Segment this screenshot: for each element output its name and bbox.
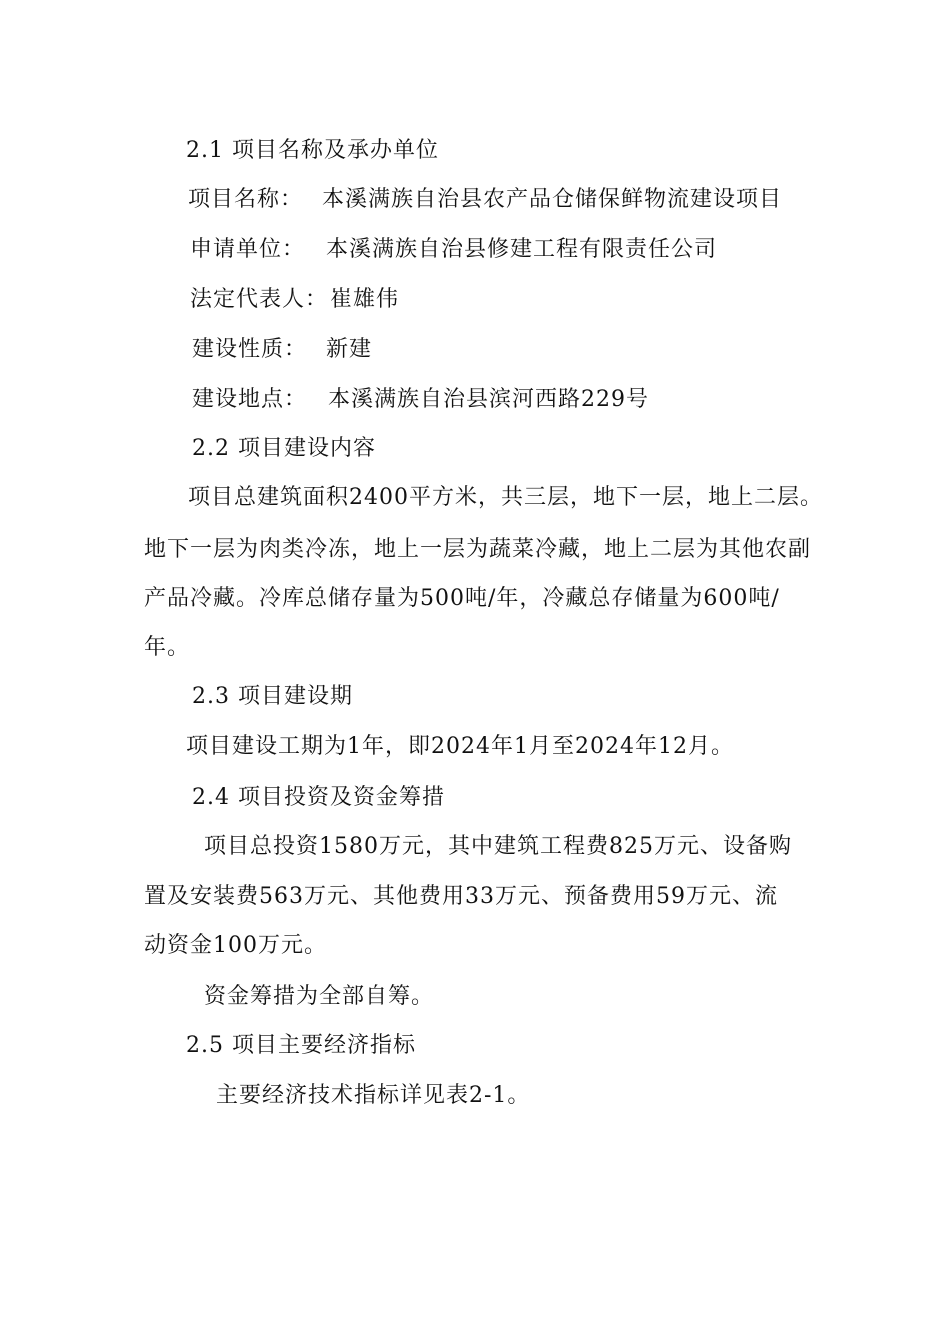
paragraph-line: 地下一层为肉类冷冻，地上一层为蔬菜冷藏，地上二层为其他农副 <box>144 537 812 562</box>
paragraph-line: 项目建设工期为1年，即2024年1月至2024年12月。 <box>186 734 734 759</box>
paragraph-line: 产品冷藏。冷库总储存量为500吨/年，冷藏总存储量为600吨/ <box>144 586 780 611</box>
paragraph-line: 项目总建筑面积2400平方米，共三层，地下一层，地上二层。 <box>188 485 823 510</box>
location-label: 建设地点： <box>192 387 308 412</box>
legal-rep-value: 崔雄伟 <box>330 287 400 312</box>
nature-label: 建设性质： <box>192 337 308 362</box>
section-heading-2-3: 2.3 项目建设期 <box>192 684 353 709</box>
paragraph-line: 置及安装费563万元、其他费用33万元、预备费用59万元、流 <box>144 884 778 909</box>
section-heading-2-1: 2.1 项目名称及承办单位 <box>186 138 439 163</box>
legal-rep-label: 法定代表人： <box>190 287 329 312</box>
paragraph-line: 年。 <box>144 635 191 660</box>
applicant-label: 申请单位： <box>190 237 306 262</box>
paragraph-line: 动资金100万元。 <box>144 933 327 958</box>
paragraph-line: 项目总投资1580万元，其中建筑工程费825万元、设备购 <box>204 834 792 859</box>
section-heading-2-4: 2.4 项目投资及资金筹措 <box>192 785 445 810</box>
applicant-value: 本溪满族自治县修建工程有限责任公司 <box>326 237 718 262</box>
section-heading-2-5: 2.5 项目主要经济指标 <box>186 1033 416 1058</box>
section-heading-2-2: 2.2 项目建设内容 <box>192 436 376 461</box>
paragraph-line: 主要经济技术指标详见表2-1。 <box>216 1083 531 1108</box>
project-name-value: 本溪满族自治县农产品仓储保鲜物流建设项目 <box>322 187 783 212</box>
paragraph-line: 资金筹措为全部自筹。 <box>204 984 435 1009</box>
project-name-label: 项目名称： <box>188 187 304 212</box>
location-value: 本溪满族自治县滨河西路229号 <box>328 387 649 412</box>
nature-value: 新建 <box>326 337 373 362</box>
